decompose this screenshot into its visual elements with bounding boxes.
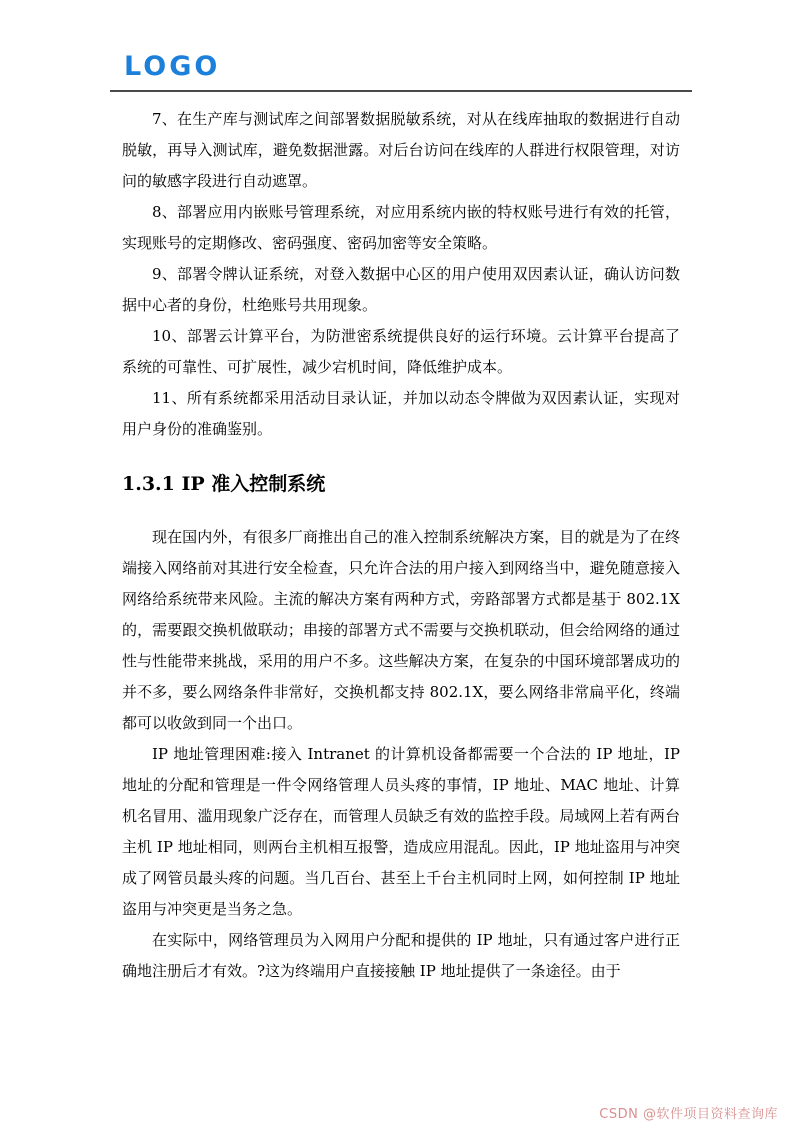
csdn-watermark: CSDN @软件项目资料查询库 (599, 1107, 778, 1122)
company-logo: LOGO (124, 51, 221, 82)
body-paragraph-2: IP 地址管理困难:接入 Intranet 的计算机设备都需要一个合法的 IP 地址，IP 地址的分配和管理是一件令网络管理人员头疼的事情，IP 地址、MAC 地址、计算机名冒用、滥用现象广泛存在，而管理人员缺乏有效的监控手段。局域网上若有两台主机 IP 地址相同，则两台主机相互报警，造成应用混乱。因此，IP 地址盗用与冲突成了网管员最头疼的问题。当几百台、甚至上千台主机同时上网，如何控制 IP 地址盗用与冲突更是当务之急。 (122, 744, 680, 918)
paragraph-11: 11、所有系统都采用活动目录认证，并加以动态令牌做为双因素认证，实现对用户身份的准确鉴别。 (122, 388, 680, 438)
paragraph-9: 9、部署令牌认证系统，对登入数据中心区的用户使用双因素认证，确认访问数据中心者的身份，杜绝账号共用现象。 (122, 264, 680, 314)
section-heading-1-3-1: 1.3.1 IP 准入控制系统 (122, 472, 326, 495)
paragraph-8: 8、部署应用内嵌账号管理系统，对应用系统内嵌的特权账号进行有效的托管，实现账号的定期修改、密码强度、密码加密等安全策略。 (122, 202, 680, 252)
header-rule (110, 90, 692, 92)
paragraph-7: 7、在生产库与测试库之间部署数据脱敏系统，对从在线库抽取的数据进行自动脱敏，再导入测试库，避免数据泄露。对后台访问在线库的人群进行权限管理，对访问的敏感字段进行自动遮罩。 (122, 109, 680, 190)
paragraph-10: 10、部署云计算平台，为防泄密系统提供良好的运行环境。云计算平台提高了系统的可靠性、可扩展性，减少宕机时间，降低维护成本。 (122, 326, 680, 376)
body-paragraph-1: 现在国内外，有很多厂商推出自己的准入控制系统解决方案，目的就是为了在终端接入网络前对其进行安全检查，只允许合法的用户接入到网络当中，避免随意接入网络给系统带来风险。主流的解决方案有两种方式，旁路部署方式都是基于 802.1X 的，需要跟交换机做联动；串接的部署方式不需要与交换机联动，但会给网络的通过性与性能带来挑战，采用的用户不多。这些解决方案，在复杂的中国环境部署成功的并不多，要么网络条件非常好，交换机都支持 802.1X，要么网络非常扁平化，终端都可以收敛到同一个出口。 (122, 527, 680, 732)
body-paragraph-3: 在实际中，网络管理员为入网用户分配和提供的 IP 地址，只有通过客户进行正确地注册后才有效。?这为终端用户直接接触 IP 地址提供了一条途径。由于 (122, 930, 680, 980)
document-content (122, 104, 680, 987)
